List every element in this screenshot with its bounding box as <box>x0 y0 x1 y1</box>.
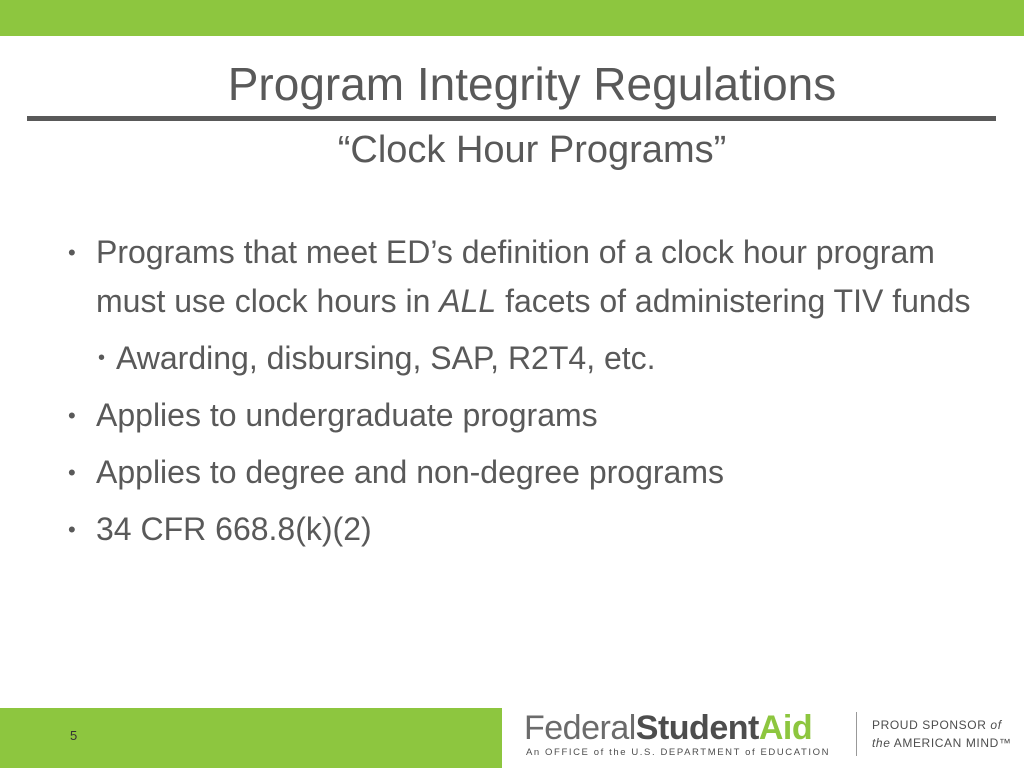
footer-divider <box>856 712 857 756</box>
sponsor-line-1-prefix: PROUD SPONSOR <box>872 718 991 732</box>
bullet-text-emphasis: ALL <box>439 283 497 319</box>
bullet-text-after: facets of administering TIV funds <box>496 283 971 319</box>
bullet-item-4 <box>68 505 988 554</box>
logo-aid: Aid <box>758 709 813 747</box>
bullet-dot: • <box>68 240 76 265</box>
slide-subtitle: “Clock Hour Programs” <box>337 129 727 171</box>
logo-wordmark <box>524 708 812 748</box>
sponsor-line-2 <box>872 734 1012 752</box>
bullet-item-2 <box>68 391 988 440</box>
sponsor-line-2-rest: AMERICAN MIND™ <box>890 736 1012 750</box>
bullet-text: 34 CFR 668.8(k)(2) <box>96 511 372 547</box>
bullet-dot: • <box>68 460 76 485</box>
page-number: 5 <box>70 728 78 743</box>
bullet-dot: • <box>68 403 76 428</box>
federal-student-aid-logo <box>524 708 846 764</box>
top-accent-bar <box>0 0 1024 36</box>
logo-federal: Federal <box>524 709 636 747</box>
bullet-item-3 <box>68 448 988 497</box>
bullet-item-1 <box>68 228 988 326</box>
sponsor-line-1-italic: of <box>990 718 1002 732</box>
sponsor-text <box>872 716 1012 752</box>
bullet-text: Applies to undergraduate programs <box>96 397 598 433</box>
title-divider <box>27 116 996 121</box>
sponsor-line-2-italic: the <box>872 736 891 750</box>
slide-title: Program Integrity Regulations <box>227 58 837 110</box>
sub-bullet-item-1 <box>68 334 988 383</box>
logo-student: Student <box>635 709 759 747</box>
logo-tagline: An OFFICE of the U.S. DEPARTMENT of EDUCATION <box>526 747 831 758</box>
sponsor-line-1 <box>872 716 1012 734</box>
bullet-list <box>68 228 988 562</box>
bullet-dot: • <box>68 517 76 542</box>
sub-bullet-text: Awarding, disbursing, SAP, R2T4, etc. <box>116 340 656 376</box>
bullet-text-before: Programs that meet ED’s definition of a clock hour program must use clock hours in <box>96 234 935 319</box>
sub-bullet-dot: • <box>98 347 106 369</box>
bullet-text: Applies to degree and non-degree programs <box>96 454 724 490</box>
